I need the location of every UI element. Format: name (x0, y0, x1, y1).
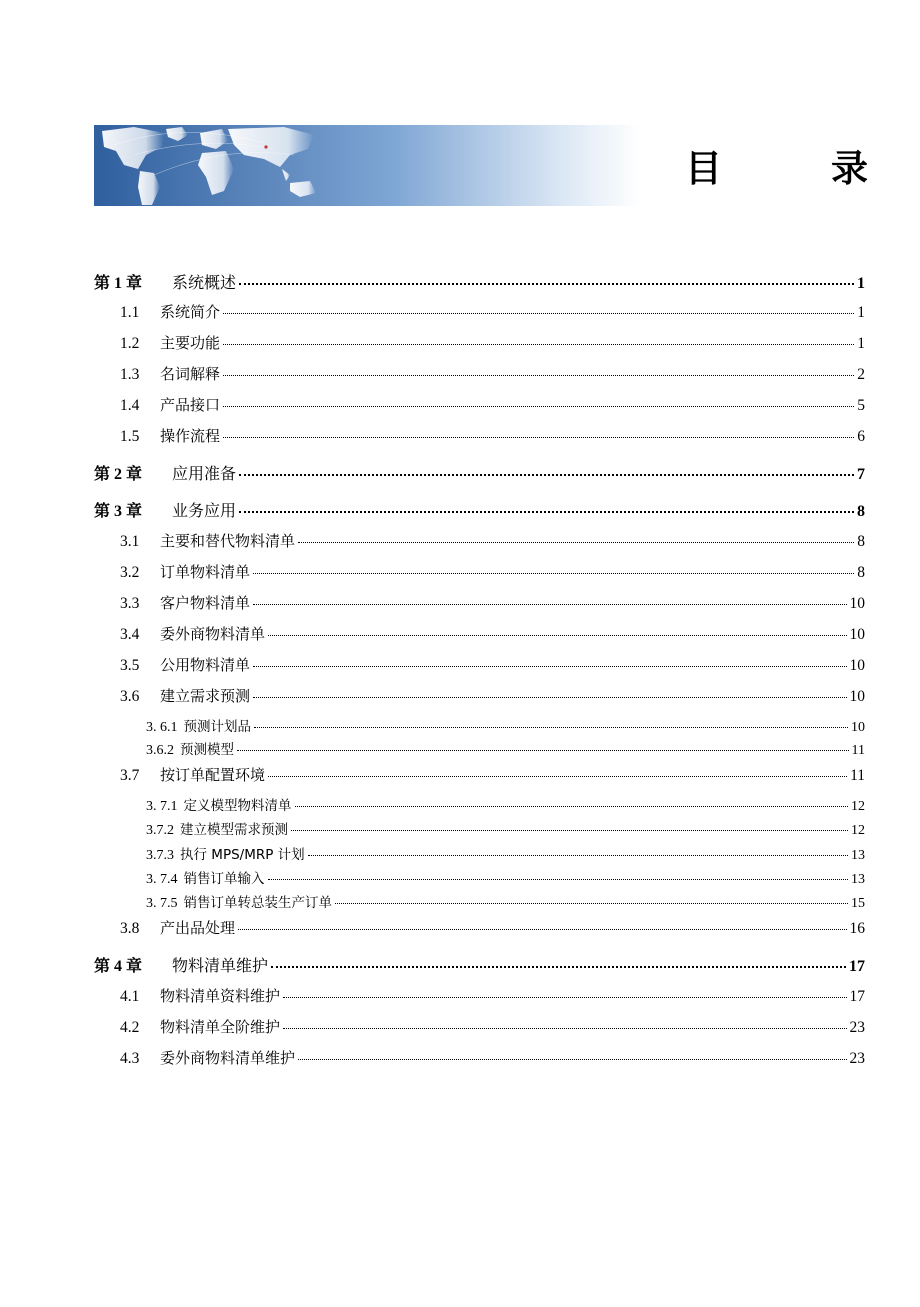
toc-entry-title: 主要和替代物料清单 (160, 532, 296, 550)
toc-entry-page: 8 (857, 503, 865, 520)
toc-entry[interactable] (120, 561, 865, 582)
toc-entry[interactable] (146, 843, 865, 864)
toc-entry-number: 1.1 (120, 304, 140, 321)
toc-entry[interactable] (120, 1047, 865, 1068)
toc-leader-dots (268, 879, 849, 880)
toc-entry-title: 按订单配置环境 (160, 766, 266, 784)
toc-leader-dots (253, 604, 846, 605)
toc-entry[interactable] (120, 530, 865, 551)
toc-entry-number: 第 4 章 (94, 958, 143, 975)
toc-entry-number: 4.2 (120, 1019, 140, 1036)
toc-entry-number: 4.1 (120, 988, 140, 1005)
toc-entry-page: 5 (857, 397, 865, 414)
toc-entry-number: 第 2 章 (94, 466, 143, 483)
world-map-image (94, 125, 640, 206)
toc-leader-dots (283, 1028, 846, 1029)
toc-entry[interactable] (146, 794, 865, 815)
toc-entry-page: 1 (857, 275, 865, 292)
toc-entry-number: 3. 6.1 (146, 720, 178, 735)
toc-entry[interactable] (146, 715, 865, 736)
toc-entry-number: 3. 7.5 (146, 896, 178, 911)
toc-entry-number: 3.3 (120, 595, 140, 612)
toc-entry-page: 17 (849, 988, 865, 1005)
toc-entry-page: 23 (849, 1019, 865, 1036)
toc-entry-number: 3.6.2 (146, 743, 174, 758)
toc-entry-title: 执行 MPS/MRP 计划 (180, 847, 305, 863)
toc-entry-number: 3.8 (120, 920, 140, 937)
toc-entry-page: 10 (851, 720, 865, 735)
toc-entry[interactable] (120, 685, 865, 706)
toc-entry-number: 3.1 (120, 533, 140, 550)
toc-entry[interactable] (120, 425, 865, 446)
toc-entry-number: 3. 7.4 (146, 872, 178, 887)
toc-leader-dots (238, 929, 846, 930)
toc-leader-dots (237, 750, 849, 751)
toc-entry[interactable] (94, 270, 865, 293)
toc-entry[interactable] (146, 818, 865, 839)
toc-entry-page: 8 (857, 533, 865, 550)
toc-entry-title: 委外商物料清单 (160, 625, 266, 643)
toc-leader-dots (223, 313, 854, 314)
toc-entry-title: 物料清单维护 (172, 956, 269, 975)
toc-entry-title: 操作流程 (160, 427, 221, 445)
toc-entry-page: 11 (851, 743, 865, 758)
toc-entry-number: 3.2 (120, 564, 140, 581)
toc-leader-dots (271, 966, 846, 968)
toc-entry-title: 物料清单资料维护 (160, 987, 281, 1005)
world-map-banner (94, 125, 640, 206)
toc-entry[interactable] (146, 867, 865, 888)
toc-entry[interactable] (146, 891, 865, 912)
toc-leader-dots (223, 437, 854, 438)
toc-entry-number: 3. 7.1 (146, 799, 178, 814)
toc-entry-number: 1.4 (120, 397, 140, 414)
toc-entry-number: 第 1 章 (94, 275, 143, 292)
toc-entry[interactable] (120, 654, 865, 675)
toc-entry[interactable] (120, 592, 865, 613)
toc-entry[interactable] (120, 363, 865, 384)
toc-leader-dots (253, 666, 846, 667)
toc-entry[interactable] (120, 985, 865, 1006)
toc-entry-page: 11 (850, 767, 865, 784)
toc-leader-dots (223, 375, 854, 376)
toc-entry-page: 17 (849, 958, 865, 975)
toc-leader-dots (223, 406, 854, 407)
toc-entry[interactable] (120, 301, 865, 322)
toc-entry-title: 预测计划品 (183, 719, 251, 735)
toc-entry-title: 销售订单输入 (183, 871, 265, 887)
toc-entry-number: 3.7.2 (146, 823, 174, 838)
toc-entry-page: 1 (857, 304, 865, 321)
toc-entry-number: 3.6 (120, 688, 140, 705)
toc-entry-page: 12 (851, 823, 865, 838)
toc-entry-page: 16 (849, 920, 865, 937)
toc-entry-page: 6 (857, 428, 865, 445)
toc-leader-dots (268, 776, 847, 777)
toc-entry-number: 3.7 (120, 767, 140, 784)
page-title: 目 录 (685, 147, 904, 190)
toc-entry-number: 第 3 章 (94, 503, 143, 520)
toc-entry-title: 系统简介 (160, 303, 221, 321)
toc-entry-title: 公用物料清单 (160, 656, 251, 674)
toc-entry-title: 名词解释 (160, 365, 221, 383)
toc-leader-dots (254, 727, 848, 728)
toc-entry-page: 13 (851, 872, 865, 887)
toc-entry-page: 10 (849, 688, 865, 705)
toc-entry[interactable] (94, 498, 865, 521)
toc-entry-title: 定义模型物料清单 (183, 798, 292, 814)
toc-leader-dots (283, 997, 846, 998)
toc-entry-title: 产出品处理 (160, 919, 236, 937)
toc-entry-number: 3.5 (120, 657, 140, 674)
toc-leader-dots (335, 903, 848, 904)
toc-entry-title: 委外商物料清单维护 (160, 1049, 296, 1067)
toc-entry-title: 订单物料清单 (160, 563, 251, 581)
toc-entry-number: 4.3 (120, 1050, 140, 1067)
toc-entry[interactable] (94, 953, 865, 976)
toc-entry-page: 12 (851, 799, 865, 814)
toc-entry[interactable] (120, 764, 865, 785)
toc-entry-page: 23 (849, 1050, 865, 1067)
toc-entry[interactable] (94, 461, 865, 484)
toc-entry-page: 1 (857, 335, 865, 352)
toc-entry-title: 建立模型需求预测 (180, 822, 288, 838)
toc-leader-dots (295, 806, 849, 807)
toc-entry-title: 建立需求预测 (160, 687, 251, 705)
toc-entry-title: 预测模型 (180, 742, 234, 758)
toc-leader-dots (253, 697, 846, 698)
toc-entry-title: 客户物料清单 (160, 594, 251, 612)
toc-entry-title: 产品接口 (160, 396, 221, 414)
toc-entry-number: 1.2 (120, 335, 140, 352)
toc-entry-page: 8 (857, 564, 865, 581)
toc-entry-title: 业务应用 (172, 501, 237, 520)
toc-leader-dots (253, 573, 854, 574)
toc-entry-title: 系统概述 (172, 273, 237, 292)
toc-entry[interactable] (120, 332, 865, 353)
toc-entry-page: 7 (857, 466, 865, 483)
toc-entry-page: 2 (857, 366, 865, 383)
toc-entry[interactable] (120, 394, 865, 415)
toc-entry-page: 13 (851, 848, 865, 863)
toc-leader-dots (291, 830, 848, 831)
toc-entry-page: 10 (849, 595, 865, 612)
toc-entry-title: 销售订单转总装生产订单 (183, 895, 332, 911)
toc-leader-dots (239, 283, 854, 285)
toc-entry-number: 3.7.3 (146, 848, 174, 863)
toc-leader-dots (239, 511, 854, 513)
toc-entry-page: 10 (849, 657, 865, 674)
toc-entry-number: 1.3 (120, 366, 140, 383)
toc-entry-title: 物料清单全阶维护 (160, 1018, 281, 1036)
toc-entry-title: 主要功能 (160, 334, 221, 352)
toc-entry-title: 应用准备 (172, 464, 237, 483)
toc-leader-dots (268, 635, 846, 636)
toc-entry[interactable] (120, 623, 865, 644)
toc-leader-dots (239, 474, 854, 476)
toc-leader-dots (223, 344, 854, 345)
toc-entry[interactable] (120, 917, 865, 938)
toc-entry-page: 10 (849, 626, 865, 643)
toc-leader-dots (298, 542, 854, 543)
toc-leader-dots (308, 855, 848, 856)
toc-entry-number: 1.5 (120, 428, 140, 445)
toc-entry[interactable] (120, 1016, 865, 1037)
toc-entry-number: 3.4 (120, 626, 140, 643)
toc-entry[interactable] (146, 738, 865, 759)
toc-entry-page: 15 (851, 896, 865, 911)
toc-leader-dots (298, 1059, 846, 1060)
